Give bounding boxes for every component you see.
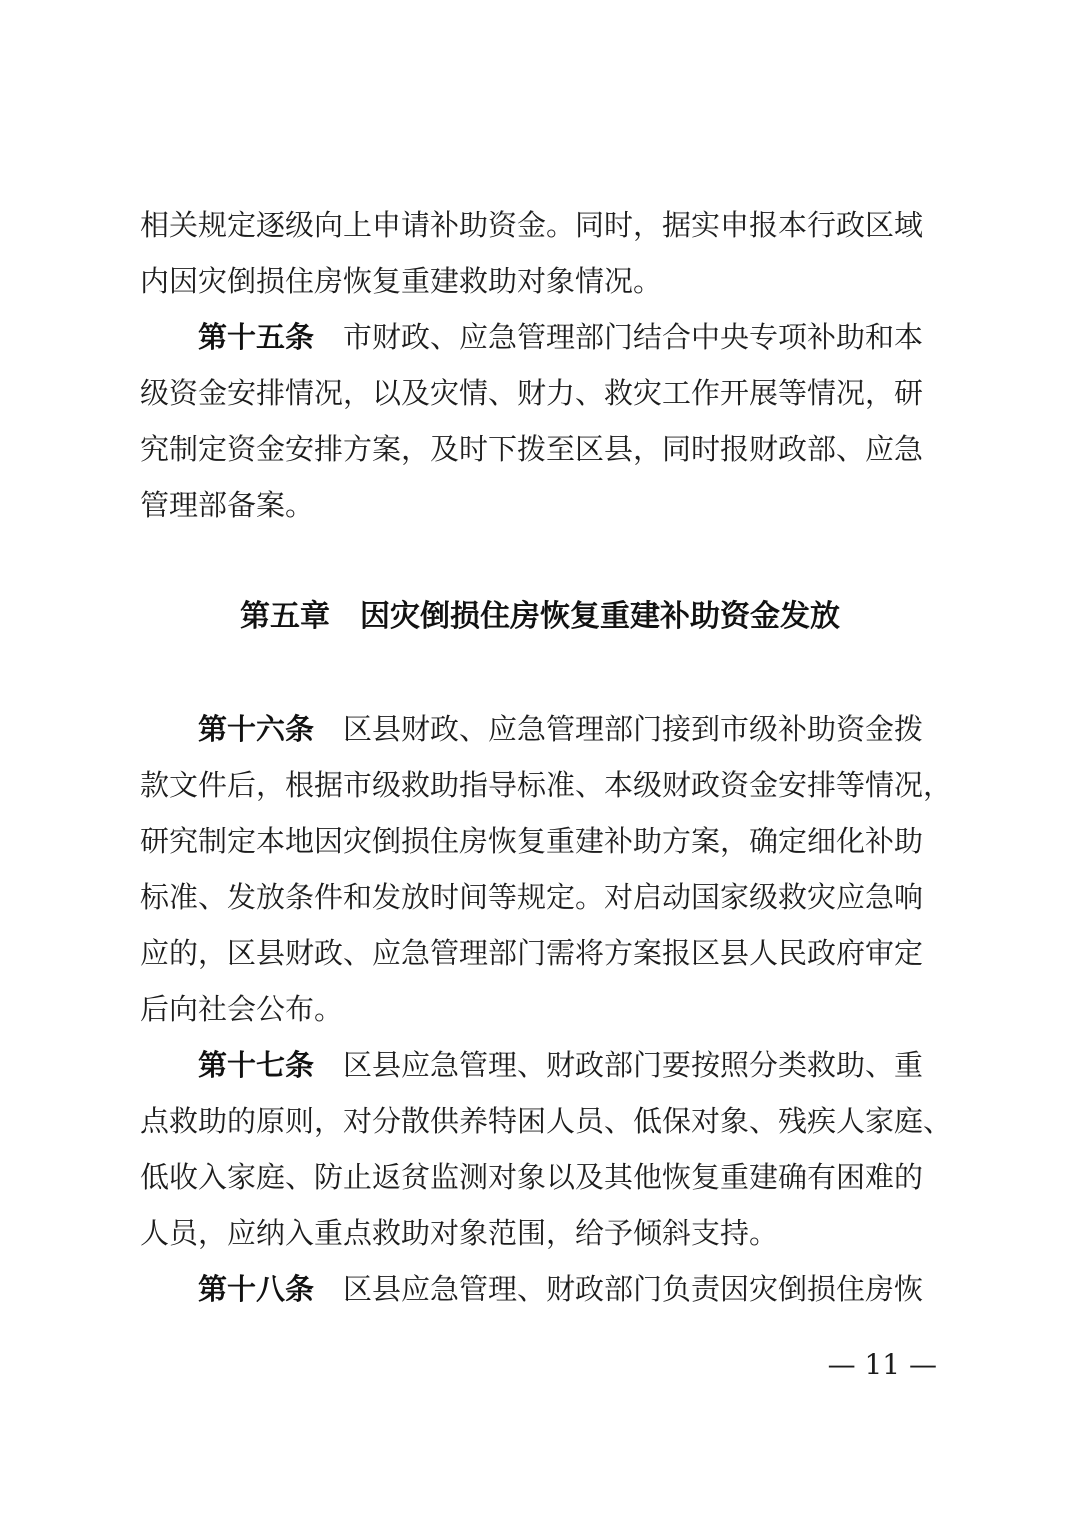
text-line: 管理部备案。 xyxy=(140,488,315,522)
text-line: 内因灾倒损住房恢复重建救助对象情况。 xyxy=(140,264,663,298)
article-label: 第十五条 xyxy=(198,320,315,354)
text-line: 后向社会公布。 xyxy=(140,992,344,1026)
paragraph-continuation xyxy=(140,197,940,309)
text-line: 第十八条 区县应急管理、财政部门负责因灾倒损住房恢 xyxy=(198,1272,924,1306)
text-line: 第十六条 区县财政、应急管理部门接到市级补助资金拨 xyxy=(198,712,924,746)
text-line: 点救助的原则，对分散供养特困人员、低保对象、残疾人家庭、 xyxy=(140,1104,953,1138)
text-line: 应的，区县财政、应急管理部门需将方案报区县人民政府审定 xyxy=(140,936,924,970)
text-line: 款文件后，根据市级救助指导标准、本级财政资金安排等情况， xyxy=(140,768,953,802)
paragraph-article-16 xyxy=(140,701,953,1037)
paragraph-article-15 xyxy=(140,309,940,533)
chapter-heading: 第五章 因灾倒损住房恢复重建补助资金发放 xyxy=(240,599,840,634)
article-label: 第十八条 xyxy=(198,1272,315,1306)
text-line: 级资金安排情况，以及灾情、财力、救灾工作开展等情况，研 xyxy=(140,376,924,410)
text-line: 人员，应纳入重点救助对象范围，给予倾斜支持。 xyxy=(140,1216,779,1250)
paragraph-article-17 xyxy=(140,1037,953,1261)
text-line: 相关规定逐级向上申请补助资金。同时，据实申报本行政区域 xyxy=(140,208,924,242)
document-body xyxy=(140,197,953,1317)
page-number: — 11 — xyxy=(827,1348,937,1381)
text-line: 第十五条 市财政、应急管理部门结合中央专项补助和本 xyxy=(198,320,924,354)
text-line: 低收入家庭、防止返贫监测对象以及其他恢复重建确有困难的 xyxy=(140,1160,924,1194)
text-line: 研究制定本地因灾倒损住房恢复重建补助方案，确定细化补助 xyxy=(140,824,924,858)
text-line: 第十七条 区县应急管理、财政部门要按照分类救助、重 xyxy=(198,1048,924,1082)
text-line: 标准、发放条件和发放时间等规定。对启动国家级救灾应急响 xyxy=(140,880,924,914)
article-label: 第十七条 xyxy=(198,1048,315,1082)
text-line: 究制定资金安排方案，及时下拨至区县，同时报财政部、应急 xyxy=(140,432,924,466)
paragraph-article-18 xyxy=(140,1261,940,1317)
article-label: 第十六条 xyxy=(198,712,315,746)
